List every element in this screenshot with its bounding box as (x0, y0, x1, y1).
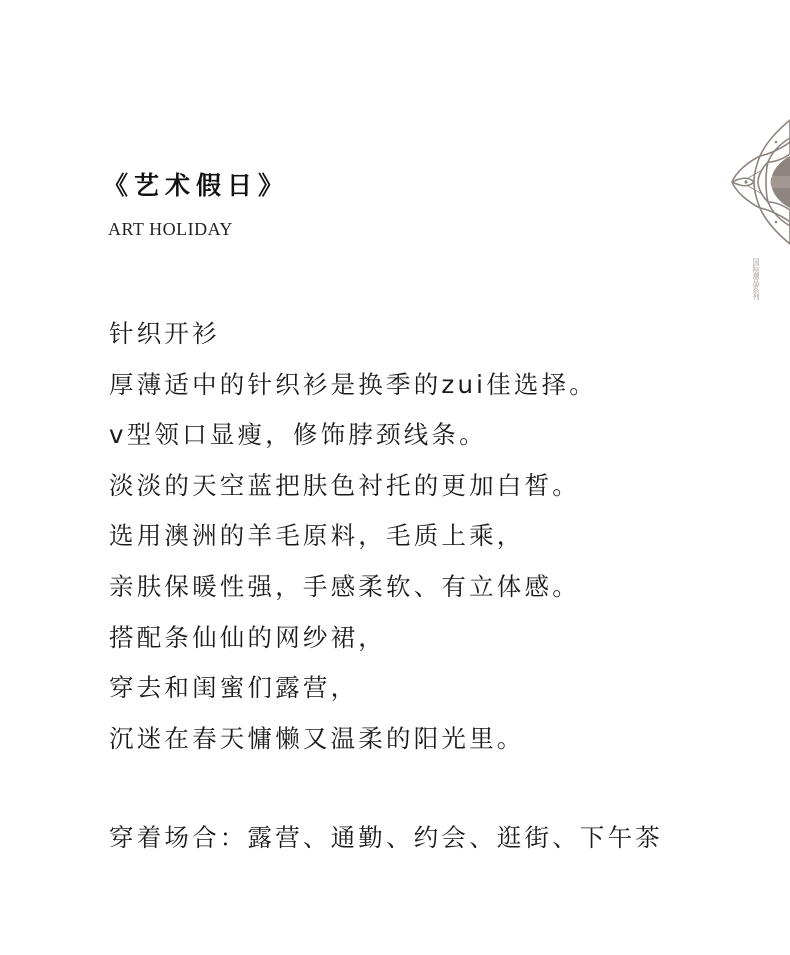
page-title: 《艺术假日》 (103, 171, 290, 200)
description-line: 淡淡的天空蓝把肤色衬托的更加白皙。 (109, 470, 580, 500)
vertical-caption: 国际潮品系列 (752, 258, 760, 300)
description-line: 厚薄适中的针织衫是换季的zui佳选择。 (109, 369, 597, 399)
description-line: 亲肤保暖性强，手感柔软、有立体感。 (109, 571, 580, 601)
description-line: 搭配条仙仙的网纱裙， (109, 622, 386, 652)
description-line: 选用澳洲的羊毛原料，毛质上乘， (109, 521, 525, 551)
description-line: 穿去和闺蜜们露营， (109, 673, 359, 703)
page-subtitle: ART HOLIDAY (108, 219, 233, 239)
description-block (109, 316, 597, 771)
description-line: 沉迷在春天慵懒又温柔的阳光里。 (109, 723, 525, 753)
mandala-flower-icon (726, 112, 790, 252)
occasion-line: 穿着场合：露营、通勤、约会、逛街、下午茶 (109, 823, 663, 852)
product-name: 针织开衫 (109, 319, 220, 348)
description-line: v型领口显瘦，修饰脖颈线条。 (109, 420, 487, 450)
